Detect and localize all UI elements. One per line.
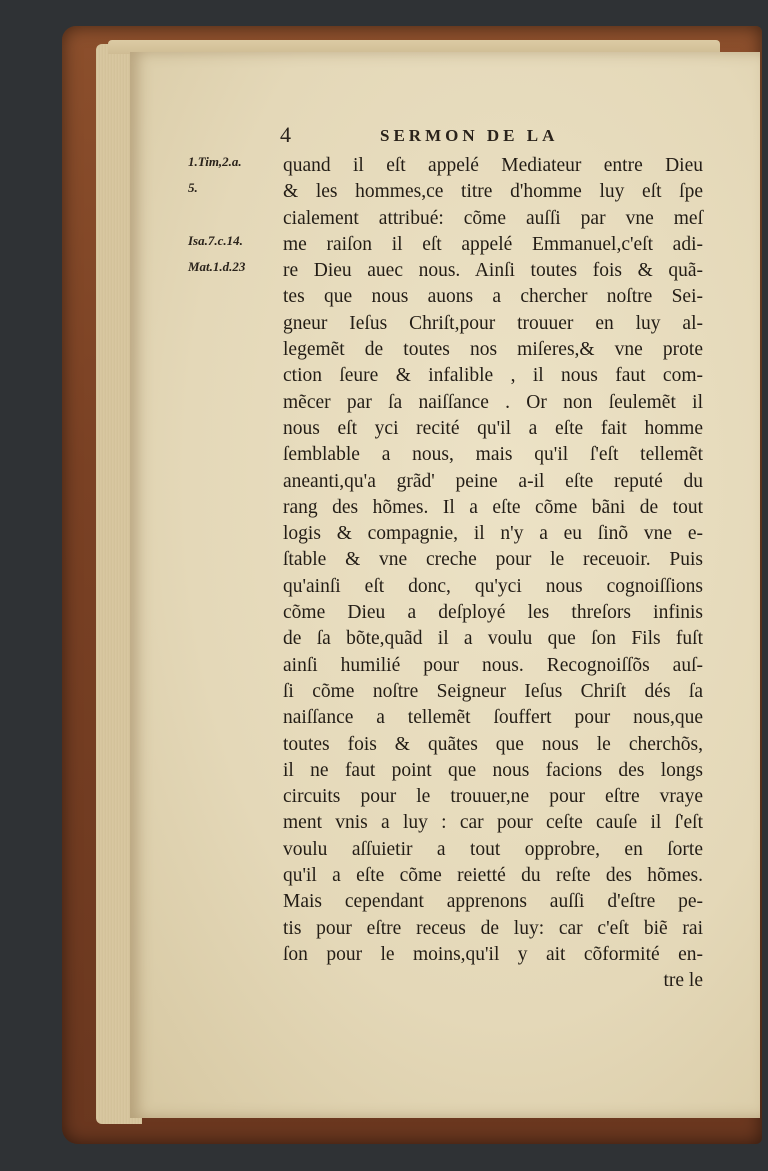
catchword: tre le [663,970,703,992]
text-line: tis pour eſtre receus de luy: car c'eſt biẽ rai [283,917,703,939]
text-line: aneanti,qu'a grãd' peine a-il eſte reputé du [283,470,703,492]
text-line: ſon pour le moins,qu'il y ait cõformité en- [283,943,703,965]
text-line: rang des hõmes. Il a eſte cõme bãni de tout [283,496,703,518]
body-text [283,153,703,995]
text-line: qu'ainſi eſt donc, qu'yci nous cognoiſſions [283,575,703,597]
margin-note: Isa.7.c.14. [188,233,243,248]
text-line: de ſa bõte,quãd il a voulu que ſon Fils fuſt [283,628,703,650]
page-number: 4 [280,122,291,147]
text-line: Mais cependant apprenons auſſi d'eſtre pe- [283,891,703,913]
text-line: qu'il a eſte cõme reietté du reſte des hõmes. [283,865,703,887]
text-line: re Dieu auec nous. Ainſi toutes fois & quã- [283,260,703,282]
text-line: ſi cõme noſtre Seigneur Ieſus Chriſt dés ſa [283,680,703,702]
text-line: naiſſance a tellemẽt ſouffert pour nous,que [283,707,703,729]
text-line: gneur Ieſus Chriſt,pour trouuer en luy al- [283,312,703,334]
margin-note: Mat.1.d.23 [188,259,246,274]
text-line: ainſi humilié pour nous. Recognoiſſõs auſ- [283,654,703,676]
text-line: toutes fois & quãtes que nous le cherchõs, [283,733,703,755]
page-header [0,122,768,148]
text-line: ſemblable a nous, mais qu'il ſ'eſt tellemẽt [283,444,703,466]
text-line: logis & compagnie, il n'y a eu ſinõ vne e- [283,523,703,545]
text-line: tes que nous auons a chercher noſtre Sei- [283,286,703,308]
text-line: cialement attribué: cõme auſſi par vne meſ [283,207,703,229]
text-line: legemẽt de toutes nos miſeres,& vne prote [283,339,703,361]
text-line: il ne faut point que nous facions des longs [283,759,703,781]
text-line: ſtable & vne creche pour le receuoir. Puis [283,549,703,571]
running-title: SERMON DE LA [380,126,559,145]
text-line: voulu aſſuietir a tout opprobre, en ſorte [283,838,703,860]
text-line: & les hommes,ce titre d'homme luy eſt ſpe [283,181,703,203]
text-line: nous eſt yci recité qu'il a eſte fait homme [283,417,703,439]
text-line: cõme Dieu a deſployé les threſors infinis [283,602,703,624]
text-line: quand il eſt appelé Mediateur entre Dieu [283,155,703,176]
text-line: mẽcer par ſa naiſſance . Or non ſeulemẽt il [283,391,703,413]
text-line: me raiſon il eſt appelé Emmanuel,c'eſt adi- [283,233,703,255]
margin-note: 5. [188,180,198,195]
text-line: circuits pour le trouuer,ne pour eſtre vraye [283,786,703,808]
text-line: ction ſeure & infalible , il nous faut com- [283,365,703,387]
margin-note: 1.Tim,2.a. [188,154,242,169]
text-line: ment vnis a luy : car pour ceſte cauſe il ſ'eſt [283,812,703,834]
